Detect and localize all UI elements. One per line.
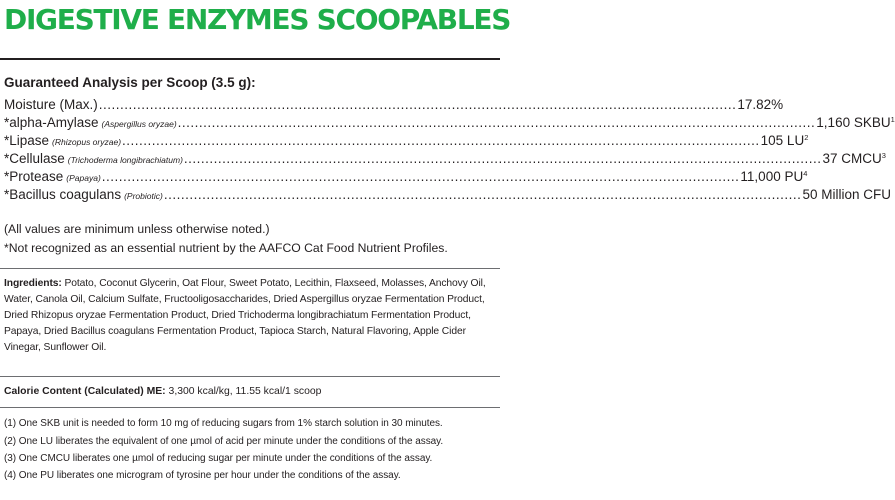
calorie-value: 3,300 kcal/kg, 11.55 kcal/1 scoop xyxy=(168,386,322,397)
ingredients-block xyxy=(4,276,498,356)
analysis-row-alpha-amylase xyxy=(4,114,895,132)
analysis-value: 105 $LU^2$ xyxy=(760,133,809,148)
analysis-scientific-name: (Probiotic) xyxy=(124,191,163,201)
footnote-3: (3) One CMCU liberates one µmol of reducing sugar per minute under the conditions of the assay. xyxy=(4,453,433,464)
analysis-scientific-name: (Aspergillus oryzae) xyxy=(101,119,177,129)
page-title: DIGESTIVE ENZYMES SCOOPABLES xyxy=(4,3,511,36)
analysis-scientific-name: (Trichoderma longibrachiatum) xyxy=(67,155,183,165)
dot-leader: ...................................................................................................................................................... xyxy=(183,151,822,166)
analysis-label: Moisture (Max.) xyxy=(4,97,98,112)
divider-top xyxy=(0,58,500,60)
divider-footnotes xyxy=(0,407,500,408)
dot-leader: ...................................................................................................................................................... xyxy=(163,187,802,202)
analysis-note-aafco: *Not recognized as an essential nutrient by the AAFCO Cat Food Nutrient Profiles. xyxy=(4,241,448,255)
analysis-row-protease xyxy=(4,168,808,186)
dot-leader: ...................................................................................................................................................... xyxy=(98,97,737,112)
divider-calorie xyxy=(0,376,500,377)
footnote-2: (2) One LU liberates the equivalent of one µmol of acid per minute under the conditions of the assay. xyxy=(4,436,444,447)
analysis-value: 1,160 SKBU$^1$ xyxy=(816,115,895,130)
analysis-value: 50 Million CFU xyxy=(802,187,891,202)
analysis-label: *Bacillus coagulans xyxy=(4,187,122,202)
divider-ingredients xyxy=(0,268,500,269)
dot-leader: ...................................................................................................................................................... xyxy=(101,169,740,184)
footnote-1: (1) One SKB unit is needed to form 10 mg of reducing sugars from 1% starch solution in 30 minutes. xyxy=(4,418,443,429)
analysis-value: 11,000 $PU^4$ xyxy=(740,169,808,184)
analysis-label: *alpha-Amylase xyxy=(4,115,99,130)
analysis-label: *Protease xyxy=(4,169,64,184)
analysis-row-cellulase xyxy=(4,150,886,168)
analysis-row-lipase xyxy=(4,132,809,150)
analysis-row-bacillus-coagulans xyxy=(4,186,891,204)
footnote-ref: 2 xyxy=(804,133,809,142)
calorie-content xyxy=(4,384,321,400)
ingredients-label: Ingredients: xyxy=(4,278,62,289)
calorie-label: Calorie Content (Calculated) ME: xyxy=(4,386,166,397)
dot-leader: ...................................................................................................................................................... xyxy=(122,133,760,148)
footnote-ref: 1 xyxy=(890,115,895,124)
analysis-value: 37 CMCU$^3$ xyxy=(822,151,886,166)
footnote-ref: 3 xyxy=(881,151,886,160)
analysis-row-moisture xyxy=(4,96,784,114)
dot-leader: ...................................................................................................................................................... xyxy=(177,115,816,130)
analysis-value: 17.82% xyxy=(737,97,784,112)
analysis-label: *Cellulase xyxy=(4,151,65,166)
analysis-label: *Lipase xyxy=(4,133,50,148)
analysis-scientific-name: (Papaya) xyxy=(66,173,101,183)
footnote-ref: 4 xyxy=(803,169,808,178)
guaranteed-analysis-heading: Guaranteed Analysis per Scoop (3.5 g): xyxy=(4,75,256,90)
ingredients-text: Potato, Coconut Glycerin, Oat Flour, Sweet Potato, Lecithin, Flaxseed, Molasses, Anchovy Oil, Water, Canola Oil, Calcium Sulfate, Fructooligosaccharides, Dried Aspergillus oryzae Fermentation Product, Dried Rhizopus oryzae Fermentation Product, Dried Trichoderma longibrachiatum Fermentation Product, Papaya, Dried Bacillus coagulans Fermentation Product, Tapioca Starch, Natural Flavoring, Apple Cider Vinegar, Sunflower Oil. xyxy=(4,278,486,353)
footnote-4: (4) One PU liberates one microgram of tyrosine per hour under the conditions of the assay. xyxy=(4,470,401,481)
analysis-scientific-name: (Rhizopus oryzae) xyxy=(52,137,122,147)
analysis-note-minimum: (All values are minimum unless otherwise noted.) xyxy=(4,222,270,236)
